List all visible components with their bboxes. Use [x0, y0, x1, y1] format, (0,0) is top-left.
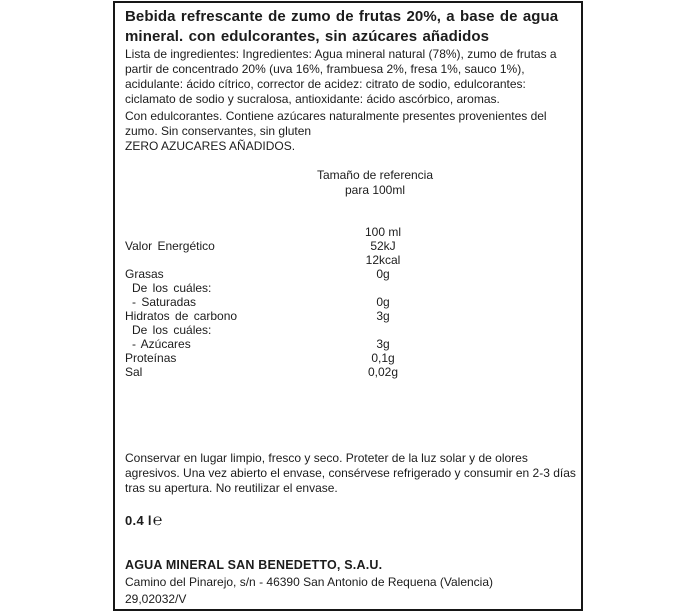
volume-value: 0.4 l — [125, 513, 152, 528]
registration-number: 29,02032/V — [125, 592, 187, 606]
nutrition-row-value: 3g — [376, 309, 390, 323]
serving-reference — [280, 168, 470, 198]
nutrition-row — [125, 337, 577, 351]
nutrition-row — [125, 323, 577, 337]
ingredients-text: Lista de ingredientes: Ingredientes: Agua mineral natural (78%), zumo de frutas a partir de concentrado 20% (uva 16%, frambuesa 2%, fresa 1%, sauco 1%), acidulante: ácido cítrico, corrector de acidez: citrato de sodio, edulcorantes: ciclamato de sodio y sucralosa, antioxidante: ácido ascórbico, aromas. — [125, 47, 557, 106]
nutrition-rows — [125, 239, 577, 379]
storage-instructions: Conservar en lugar limpio, fresco y seco. Proteter de la luz solar y de olores agresivos. Una vez abierto el envase, consérvese refrigerado y consumir en 2-3 días tras su apertura. No reutilizar el envase. — [125, 451, 576, 495]
nutrition-row-label: De los cuáles: — [132, 281, 212, 295]
net-volume — [125, 511, 577, 531]
nutrition-row-label: Grasas — [125, 267, 164, 281]
nutrition-row-value: 52kJ — [370, 239, 396, 253]
manufacturer-name: AGUA MINERAL SAN BENEDETTO, S.A.U. — [125, 558, 383, 572]
nutrition-row-value: 0,02g — [367, 365, 399, 379]
product-title — [125, 7, 577, 47]
zero-sugar-claim: ZERO AZUCARES AÑADIDOS. — [125, 139, 296, 153]
nutrition-row-label: De los cuáles: — [132, 323, 212, 337]
estimated-sign-icon: ℮ — [152, 512, 163, 529]
nutrition-row — [125, 267, 577, 281]
serving-reference-subtitle: para 100ml — [344, 183, 406, 197]
nutrition-row — [125, 295, 577, 309]
nutrition-row — [125, 253, 577, 267]
nutrition-row-value: 0g — [376, 295, 390, 309]
nutrition-row — [125, 281, 577, 295]
nutrition-row-label: - Azúcares — [132, 337, 191, 351]
nutrition-row — [125, 239, 577, 253]
nutrition-row-value: 0g — [376, 267, 390, 281]
nutrition-row-label: Proteínas — [125, 351, 177, 365]
manufacturer-address: Camino del Pinarejo, s/n - 46390 San Antonio de Requena (Valencia) — [125, 575, 494, 589]
serving-reference-title: Tamaño de referencia — [316, 168, 434, 182]
nutrition-row-label: Sal — [125, 365, 143, 379]
product-label — [113, 1, 583, 611]
nutrition-table — [125, 225, 577, 379]
nutrition-row — [125, 365, 577, 379]
nutrition-row — [125, 309, 577, 323]
nutrition-column-header-label: 100 ml — [364, 225, 402, 239]
product-title-line2: mineral. con edulcorantes, sin azúcares añadidos — [125, 28, 490, 45]
nutrition-row-label: Hidratos de carbono — [125, 309, 238, 323]
sweeteners-note: Con edulcorantes. Contiene azúcares naturalmente presentes provenientes del zumo. Sin conservantes, sin gluten — [125, 109, 547, 138]
nutrition-row-value: 3g — [376, 337, 390, 351]
nutrition-row — [125, 351, 577, 365]
nutrition-column-header — [125, 225, 577, 239]
nutrition-row-label: Valor Energético — [125, 239, 215, 253]
product-title-line1: Bebida refrescante de zumo de frutas 20%, a base de agua — [125, 8, 559, 25]
nutrition-row-value: 0,1g — [371, 351, 395, 365]
manufacturer-block — [125, 557, 577, 608]
nutrition-row-label: - Saturadas — [132, 295, 197, 309]
nutrition-row-value: 12kcal — [365, 253, 401, 267]
